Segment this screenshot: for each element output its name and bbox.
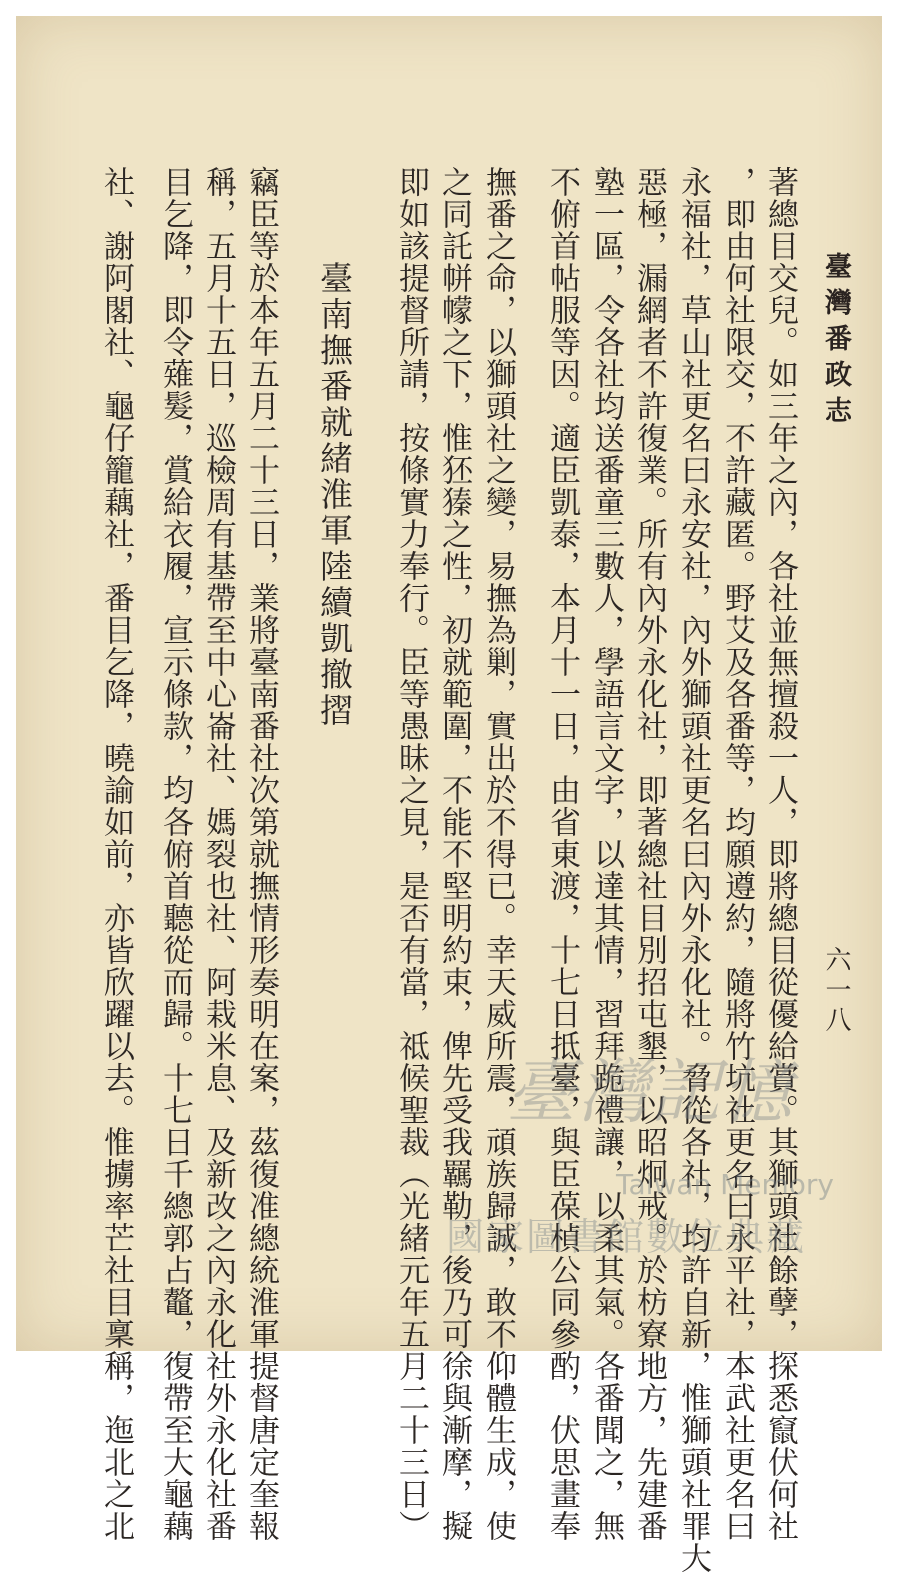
text-column: 之同託帡幪之下，惟狉獉之性，初就範圍，不能不堅明約束，俾先受我羈勒，後乃可徐與漸摩，擬 (436, 166, 472, 1542)
section-heading: 臺南撫番就緒淮軍陸續凱撤摺 (315, 261, 354, 729)
text-column: 不俯首帖服等因。適臣凱泰，本月十一日，由省東渡，十七日抵臺，與臣葆楨公同參酌，伏思畫奉 (544, 166, 580, 1542)
text-column: 惡極，漏網者不許復業。所有內外永化社，即著總社目別招屯墾，以昭炯戒。於枋寮地方，先建番 (631, 166, 667, 1542)
text-column: ，即由何社限交，不許藏匿。野艾及各番等，均願遵約，隨將竹坑社更名曰永平社，本武社更名曰 (719, 166, 755, 1542)
text-column: 竊臣等於本年五月二十三日，業將臺南番社次第就撫情形奏明在案，茲復准總統淮軍提督唐定奎報 (243, 166, 279, 1542)
watermark-latin: Taiwan Memory (616, 1168, 834, 1201)
text-column: 永福社，草山社更名曰永安社，內外獅頭社更名曰內外永化社。脅從各社，均許自新，惟獅頭社罪大 (675, 166, 711, 1574)
text-column: 塾一區，令各社均送番童三數人，學語言文字，以達其情，習拜跪禮讓，以柔其氣。各番聞之，無 (588, 166, 624, 1542)
text-column: 即如該提督所請，按條實力奉行。臣等愚昧之見，是否有當，祗候聖裁（光緒元年五月二十三日） (393, 166, 429, 1542)
text-column: 撫番之命，以獅頭社之變，易撫為剿，實出於不得已。幸天威所震，頑族歸誠，敢不仰體生成，使 (480, 166, 516, 1542)
page-number: 六一八 (821, 946, 851, 1036)
text-column: 稱，五月十五日，巡檢周有基帶至中心崙社、媽裂也社、阿栽米息、及新改之內永化社外永化社番 (200, 166, 236, 1542)
watermark-library: 國家圖書館數位典藏 (446, 1215, 807, 1259)
watermark-script: 臺灣記憶 (506, 1051, 794, 1133)
text-column: 社、謝阿閣社、龜仔籠藕社，番目乞降，曉諭如前，亦皆欣躍以去。惟擄率芒社目稟稱，迤北之北 (98, 166, 134, 1542)
text-column: 目乞降，即令薙髮，賞給衣履，宣示條款，均各俯首聽從而歸。十七日千總郭占鼇，復帶至大龜藕 (157, 166, 193, 1542)
text-column: 著總目交兒。如三年之內，各社並無擅殺一人，即將總目從優給賞。其獅頭社餘孽，探悉竄伏何社 (762, 166, 798, 1542)
book-title: 臺灣番政志 (820, 252, 851, 432)
book-page (16, 16, 882, 1574)
